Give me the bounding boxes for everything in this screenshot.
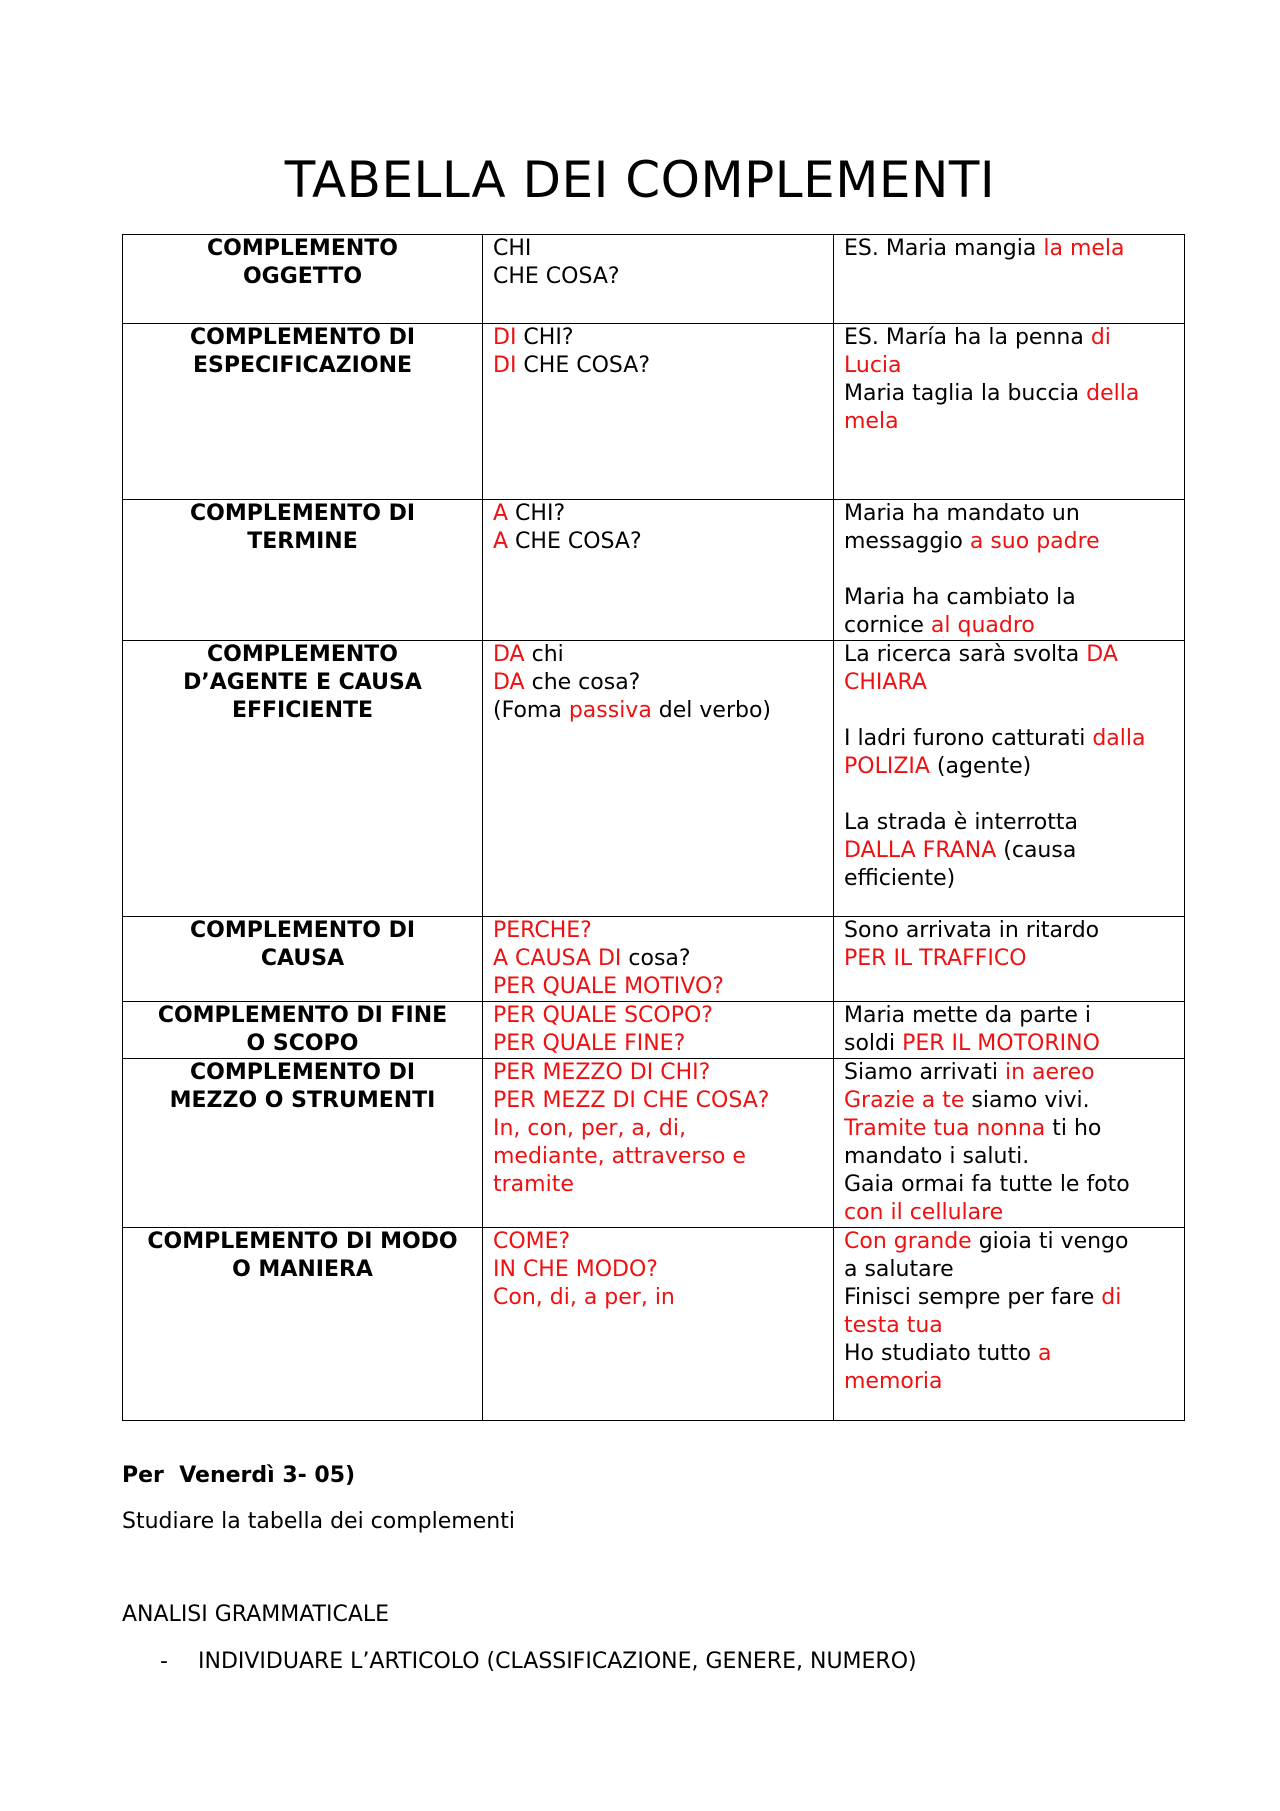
highlighted-text: PER QUALE SCOPO? — [493, 1003, 713, 1028]
text-segment: siamo vivi. — [964, 1088, 1090, 1113]
question-cell — [483, 1002, 834, 1059]
highlighted-text: memoria — [844, 1369, 943, 1394]
text-segment: Maria ha mandato un — [844, 501, 1080, 526]
example-cell — [834, 1228, 1185, 1421]
text-segment: del verbo) — [651, 698, 772, 723]
text-segment: che cosa? — [524, 670, 641, 695]
example-line — [844, 1340, 1174, 1368]
bullet-text: INDIVIDUARE L’ARTICOLO (CLASSIFICAZIONE, GENERE, NUMERO) — [198, 1649, 917, 1674]
highlighted-text: dalla — [1092, 726, 1146, 751]
section-title: ANALISI GRAMMATICALE — [122, 1602, 390, 1627]
example-line — [844, 352, 1174, 380]
highlighted-text: la mela — [1043, 236, 1125, 261]
highlighted-text: PERCHE? — [493, 918, 592, 943]
example-line — [844, 641, 1174, 669]
example-line — [844, 556, 1174, 584]
table-row — [123, 500, 1185, 641]
example-line — [844, 865, 1174, 893]
question-line — [493, 641, 823, 669]
question-cell — [483, 917, 834, 1002]
table-row — [123, 641, 1185, 917]
example-cell — [834, 500, 1185, 641]
complement-name-line: COMPLEMENTO — [207, 236, 398, 261]
text-segment: cornice — [844, 613, 931, 638]
example-line — [844, 697, 1174, 725]
highlighted-text: PER MEZZO DI CHI? — [493, 1060, 711, 1085]
text-segment: chi — [524, 642, 564, 667]
question-line — [493, 1284, 823, 1312]
text-segment: gioia ti vengo — [971, 1229, 1129, 1254]
example-cell — [834, 917, 1185, 1002]
example-line — [844, 917, 1174, 945]
highlighted-text: COME? — [493, 1229, 571, 1254]
highlighted-text: a — [1037, 1341, 1052, 1366]
text-segment: Sono arrivata in ritardo — [844, 918, 1100, 943]
question-line — [493, 1228, 823, 1256]
example-line — [844, 500, 1174, 528]
complements-table — [122, 234, 1185, 1421]
example-line — [844, 380, 1174, 408]
example-cell — [834, 235, 1185, 324]
example-cell — [834, 1002, 1185, 1059]
text-segment: Maria ha cambiato la — [844, 585, 1076, 610]
example-line — [844, 1030, 1174, 1058]
page-title: TABELLA DEI COMPLEMENTI — [284, 151, 996, 209]
example-line — [844, 1002, 1174, 1030]
table-row — [123, 917, 1185, 1002]
example-line — [844, 945, 1174, 973]
highlighted-text: PER IL MOTORINO — [902, 1031, 1100, 1056]
example-line — [844, 1312, 1174, 1340]
complement-name-cell — [123, 324, 483, 500]
complement-name-line: MEZZO O STRUMENTI — [169, 1088, 436, 1113]
text-segment: Maria mette da parte i — [844, 1003, 1092, 1028]
highlighted-text: testa tua — [844, 1313, 943, 1338]
highlighted-text: Con, di, a per, in — [493, 1285, 675, 1310]
complement-name-line: COMPLEMENTO — [207, 642, 398, 667]
complement-name-line: COMPLEMENTO DI — [189, 1060, 416, 1085]
question-line — [493, 1087, 823, 1115]
example-line — [844, 669, 1174, 697]
text-segment: soldi — [844, 1031, 903, 1056]
highlighted-text: A CAUSA DI — [493, 946, 622, 971]
text-segment: CHE COSA? — [508, 529, 642, 554]
highlighted-text: DALLA FRANA — [844, 838, 997, 863]
text-segment: (Foma — [493, 698, 569, 723]
text-segment: efficiente) — [844, 866, 956, 891]
highlighted-text: passiva — [568, 698, 652, 723]
highlighted-text: PER IL TRAFFICO — [844, 946, 1027, 971]
text-segment: mandato i saluti. — [844, 1144, 1030, 1169]
question-line — [493, 973, 823, 1001]
table-row — [123, 1002, 1185, 1059]
complement-name-line: CAUSA — [260, 946, 345, 971]
highlighted-text: IN CHE MODO? — [493, 1257, 658, 1282]
example-line — [844, 1171, 1174, 1199]
question-line — [493, 1030, 823, 1058]
highlighted-text: mediante, attraverso e — [493, 1144, 746, 1169]
question-line — [493, 500, 823, 528]
highlighted-text: DA — [493, 642, 525, 667]
highlighted-text: Lucia — [844, 353, 902, 378]
table-row — [123, 1059, 1185, 1228]
text-segment: CHI? — [508, 501, 566, 526]
example-line — [844, 1368, 1174, 1396]
complement-name-cell — [123, 235, 483, 324]
text-segment: Maria taglia la buccia — [844, 381, 1087, 406]
table-row — [123, 235, 1185, 324]
example-line — [844, 612, 1174, 640]
question-cell — [483, 324, 834, 500]
example-line — [844, 1199, 1174, 1227]
example-line — [844, 725, 1174, 753]
complement-name-line: COMPLEMENTO DI MODO — [147, 1229, 458, 1254]
text-segment: Finisci sempre per fare — [844, 1285, 1102, 1310]
complement-name-line: COMPLEMENTO DI FINE — [157, 1003, 448, 1028]
example-line — [844, 1228, 1174, 1256]
text-segment: La strada è interrotta — [844, 810, 1078, 835]
text-segment: Siamo arrivati — [844, 1060, 1005, 1085]
highlighted-text: In, con, per, a, di, — [493, 1116, 686, 1141]
highlighted-text: a suo padre — [969, 529, 1100, 554]
complement-name-line: D’AGENTE E CAUSA — [183, 670, 422, 695]
example-line — [844, 1256, 1174, 1284]
example-cell — [834, 1059, 1185, 1228]
question-line — [493, 945, 823, 973]
table-row — [123, 1228, 1185, 1421]
highlighted-text: al quadro — [930, 613, 1035, 638]
example-line — [844, 528, 1174, 556]
complement-name-cell — [123, 917, 483, 1002]
question-cell — [483, 1059, 834, 1228]
highlighted-text: DA — [493, 670, 525, 695]
text-segment: a salutare — [844, 1257, 954, 1282]
highlighted-text: tramite — [493, 1172, 574, 1197]
text-segment: La ricerca sarà svolta — [844, 642, 1087, 667]
example-line — [844, 1143, 1174, 1171]
complement-name-line: COMPLEMENTO DI — [189, 325, 416, 350]
question-line — [493, 235, 823, 263]
complement-name-cell — [123, 500, 483, 641]
example-line — [844, 1087, 1174, 1115]
question-cell — [483, 1228, 834, 1421]
question-line — [493, 352, 823, 380]
question-line — [493, 697, 823, 725]
example-line — [844, 837, 1174, 865]
question-line — [493, 1256, 823, 1284]
question-line — [493, 263, 823, 291]
text-segment: ti ho — [1045, 1116, 1102, 1141]
highlighted-text: CHIARA — [844, 670, 927, 695]
text-segment: CHE COSA? — [493, 264, 620, 289]
highlighted-text: Grazie a te — [844, 1088, 965, 1113]
complement-name-line: O MANIERA — [232, 1257, 373, 1282]
highlighted-text: DI — [493, 325, 517, 350]
question-line — [493, 1059, 823, 1087]
question-line — [493, 528, 823, 556]
assignment-heading: Per Venerdì 3- 05) — [122, 1463, 356, 1488]
text-segment: I ladri furono catturati — [844, 726, 1093, 751]
text-segment: cosa? — [621, 946, 691, 971]
example-line — [844, 1115, 1174, 1143]
highlighted-text: DA — [1086, 642, 1118, 667]
complement-name-line: EFFICIENTE — [231, 698, 374, 723]
question-cell — [483, 500, 834, 641]
text-segment: ES. María ha la penna — [844, 325, 1091, 350]
complement-name-cell — [123, 1059, 483, 1228]
text-segment: CHE COSA? — [516, 353, 651, 378]
complement-name-line: OGGETTO — [242, 264, 363, 289]
example-line — [844, 584, 1174, 612]
text-segment: Ho studiato tutto — [844, 1341, 1038, 1366]
highlighted-text: con il cellulare — [844, 1200, 1004, 1225]
question-line — [493, 324, 823, 352]
question-cell — [483, 235, 834, 324]
example-line — [844, 1284, 1174, 1312]
complement-name-line: COMPLEMENTO DI — [189, 918, 416, 943]
text-segment: CHI? — [516, 325, 574, 350]
highlighted-text: PER MEZZ DI CHE COSA? — [493, 1088, 770, 1113]
example-cell — [834, 324, 1185, 500]
highlighted-text: Tramite tua nonna — [844, 1116, 1046, 1141]
question-cell — [483, 641, 834, 917]
highlighted-text: DI — [493, 353, 517, 378]
highlighted-text: A — [493, 501, 509, 526]
text-segment: ES. Maria mangia — [844, 236, 1044, 261]
highlighted-text: in aereo — [1004, 1060, 1095, 1085]
question-line — [493, 1002, 823, 1030]
example-line — [844, 1059, 1174, 1087]
complement-name-line: O SCOPO — [246, 1031, 359, 1056]
example-line — [844, 753, 1174, 781]
highlighted-text: PER QUALE FINE? — [493, 1031, 686, 1056]
highlighted-text: della — [1086, 381, 1140, 406]
complement-name-line: TERMINE — [247, 529, 358, 554]
text-segment: messaggio — [844, 529, 970, 554]
example-line — [844, 781, 1174, 809]
question-line — [493, 917, 823, 945]
highlighted-text: PER QUALE MOTIVO? — [493, 974, 724, 999]
highlighted-text: POLIZIA — [844, 754, 930, 779]
example-line — [844, 809, 1174, 837]
example-line — [844, 235, 1174, 263]
text-segment: CHI — [493, 236, 532, 261]
highlighted-text: di — [1090, 325, 1111, 350]
complement-name-line: ESPECIFICAZIONE — [192, 353, 413, 378]
example-line — [844, 408, 1174, 436]
example-line — [844, 324, 1174, 352]
highlighted-text: di — [1101, 1285, 1122, 1310]
complement-name-line: COMPLEMENTO DI — [189, 501, 416, 526]
complements-table-body — [123, 235, 1185, 1421]
complement-name-cell — [123, 1002, 483, 1059]
question-line — [493, 1171, 823, 1199]
highlighted-text: mela — [844, 409, 899, 434]
text-segment: (causa — [996, 838, 1077, 863]
complement-name-cell — [123, 1228, 483, 1421]
highlighted-text: A — [493, 529, 509, 554]
complement-name-cell — [123, 641, 483, 917]
example-cell — [834, 641, 1185, 917]
assignment-text: Studiare la tabella dei complementi — [122, 1509, 515, 1534]
text-segment: (agente) — [929, 754, 1032, 779]
table-row — [123, 324, 1185, 500]
text-segment: Gaia ormai fa tutte le foto — [844, 1172, 1130, 1197]
question-line — [493, 1143, 823, 1171]
highlighted-text: Con grande — [844, 1229, 972, 1254]
bullet-marker: - — [160, 1649, 168, 1674]
question-line — [493, 1115, 823, 1143]
question-line — [493, 669, 823, 697]
